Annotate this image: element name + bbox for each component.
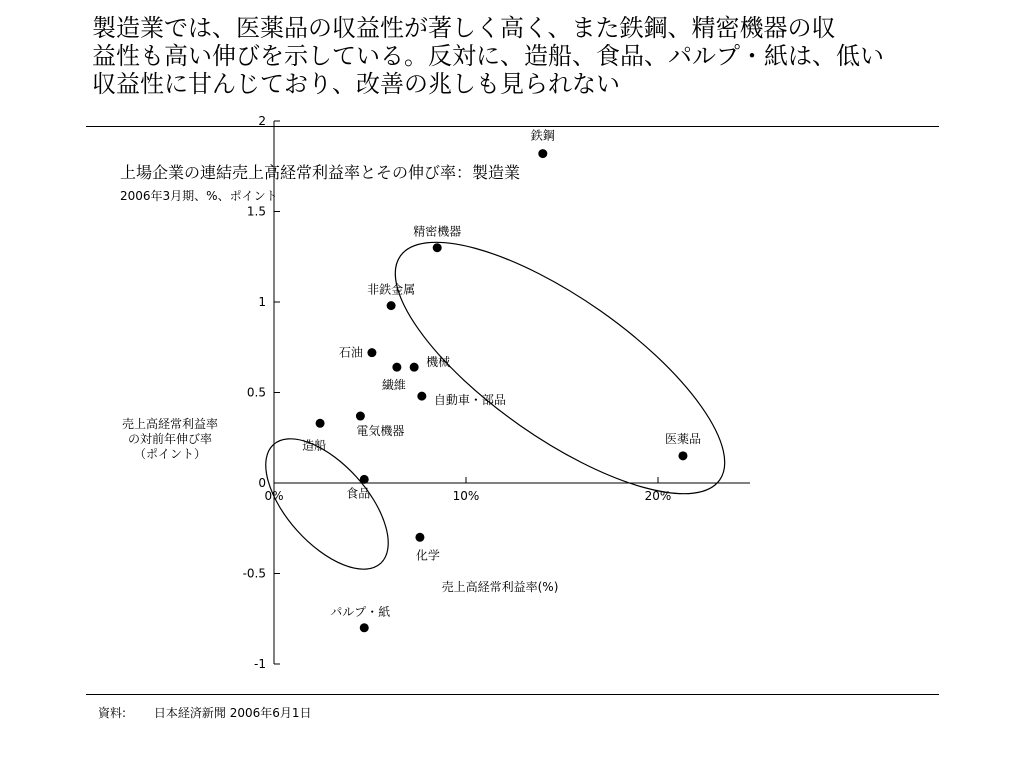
chart-title: 上場企業の連結売上高経常利益率とその伸び率：製造業 [120, 163, 521, 182]
data-points [302, 128, 701, 633]
y-axis-label-line: （ポイント） [133, 447, 207, 461]
data-label: 鉄鋼 [530, 128, 555, 143]
data-label: 化学 [415, 548, 440, 563]
data-point [360, 475, 369, 484]
data-point [360, 623, 369, 632]
data-point [367, 348, 376, 357]
y-axis-label-line: の対前年伸び率 [127, 432, 213, 446]
x-axis-label: 売上高経常利益率(%) [441, 580, 559, 594]
data-label: 精密機器 [413, 224, 462, 239]
y-tick-label: 1.5 [246, 204, 266, 219]
chart-subtitle: 2006年3月期、%、ポイント [120, 189, 278, 203]
data-point [387, 301, 396, 310]
high-group-ellipse [360, 199, 760, 537]
x-tick-label: 0% [264, 489, 284, 503]
y-tick-label: 0 [258, 476, 266, 490]
y-tick-label: 0.5 [246, 385, 266, 400]
source-note [98, 704, 312, 721]
data-point [433, 243, 442, 252]
low-group-ellipse [244, 418, 411, 590]
data-label: 医薬品 [664, 431, 701, 446]
data-label: 繊維 [381, 378, 406, 393]
data-label: 食品 [346, 486, 371, 501]
data-point [392, 363, 401, 372]
y-tick-label: 2 [258, 114, 266, 128]
y-tick-label: 1 [258, 295, 266, 309]
data-label: パルプ・紙 [330, 604, 391, 619]
data-label: 石油 [338, 345, 363, 360]
source-label: 資料: [98, 706, 127, 720]
headline-line-3: 収益性に甘んじており、改善の兆しも見られない [92, 70, 620, 98]
data-label: 非鉄金属 [367, 282, 416, 297]
data-point [356, 412, 365, 421]
y-tick-label: -1 [254, 657, 266, 671]
x-tick-label: 20% [644, 489, 672, 503]
data-point [316, 419, 325, 428]
data-label: 機械 [426, 355, 451, 370]
headline-line-1: 製造業では、医薬品の収益性が著しく高く、また鉄鋼、精密機器の収 [92, 14, 836, 42]
data-point [417, 392, 426, 401]
data-point [410, 363, 419, 372]
axis-labels [122, 416, 558, 594]
data-point [415, 533, 424, 542]
source-value: 日本経済新聞 2006年6月1日 [153, 706, 312, 720]
data-point [678, 451, 687, 460]
headline-line-2: 益性も高い伸びを示している。反対に、造船、食品、パルプ・紙は、低い [92, 42, 884, 70]
data-label: 電気機器 [356, 424, 405, 439]
y-axis-label-line: 売上高経常利益率 [121, 417, 219, 431]
data-point [538, 149, 547, 158]
x-tick-label: 10% [452, 489, 480, 503]
data-label: 造船 [302, 438, 327, 453]
y-tick-label: -0.5 [242, 566, 266, 581]
bottom-divider [86, 694, 939, 695]
data-label: 自動車・部品 [433, 393, 506, 408]
